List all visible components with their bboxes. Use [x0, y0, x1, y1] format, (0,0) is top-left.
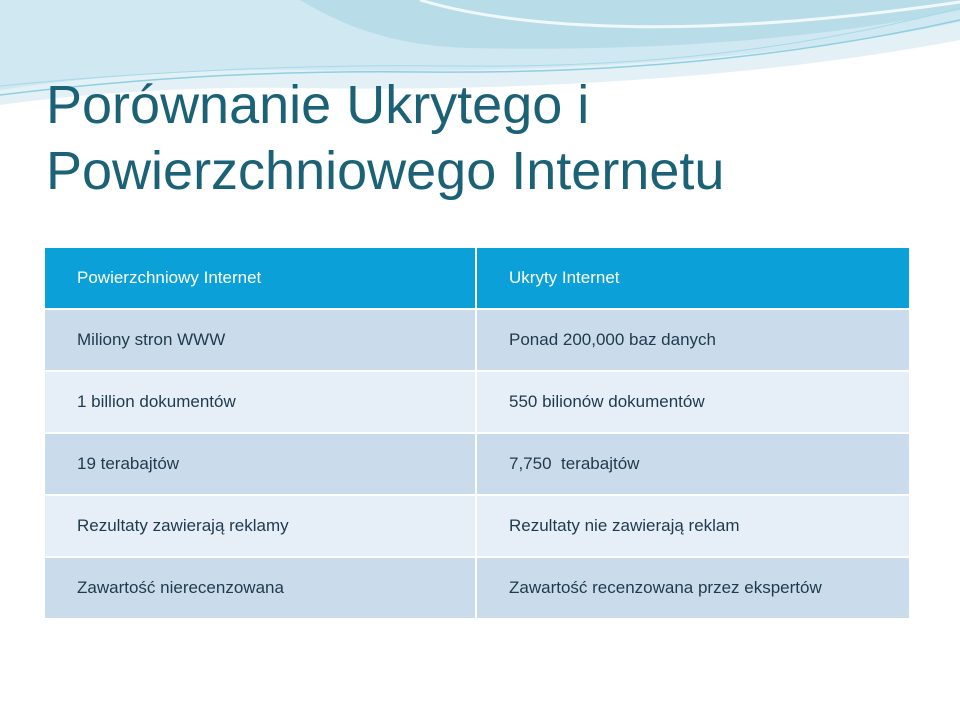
table-cell: Rezultaty nie zawierają reklam: [477, 496, 909, 558]
table-header-row: [45, 248, 909, 310]
table-row: [45, 372, 909, 434]
table-row: [45, 310, 909, 372]
table-cell: Rezultaty zawierają reklamy: [45, 496, 477, 558]
header-surface-internet: Powierzchniowy Internet: [45, 248, 477, 310]
table-cell: 19 terabajtów: [45, 434, 477, 496]
table-cell: 1 billion dokumentów: [45, 372, 477, 434]
header-hidden-internet: Ukryty Internet: [477, 248, 909, 310]
table-row: [45, 496, 909, 558]
comparison-table: [45, 248, 909, 620]
table-cell: Zawartość recenzowana przez ekspertów: [477, 558, 909, 620]
table-cell: Miliony stron WWW: [45, 310, 477, 372]
table-cell: Ponad 200,000 baz danych: [477, 310, 909, 372]
table-cell: Zawartość nierecenzowana: [45, 558, 477, 620]
table-row: [45, 434, 909, 496]
table-cell: 7,750 terabajtów: [477, 434, 909, 496]
table-cell: 550 bilionów dokumentów: [477, 372, 909, 434]
slide-title: Porównanie Ukrytego i Powierzchniowego Internetu: [46, 75, 725, 201]
table-row: [45, 558, 909, 620]
